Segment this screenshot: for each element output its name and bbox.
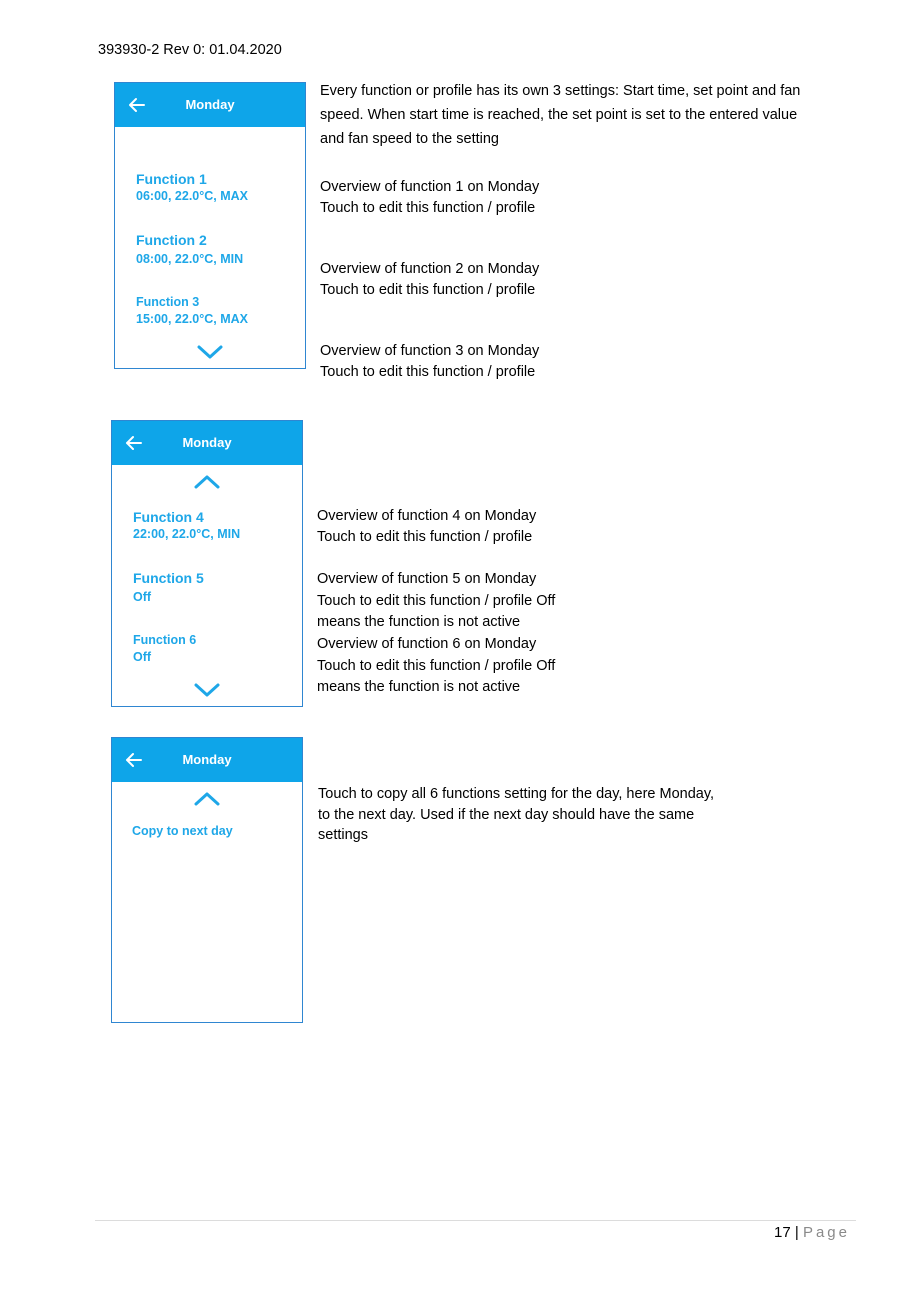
function-5-item[interactable] [133, 570, 204, 605]
text-line: Overview of function 2 on Monday [320, 261, 540, 277]
intro-description [320, 79, 800, 151]
phone-screen-1 [114, 82, 306, 369]
function-3-item[interactable] [136, 294, 248, 327]
chevron-up-icon[interactable] [193, 474, 221, 490]
page-label: Page [802, 1224, 850, 1241]
text-line: Touch to edit this function / profile [320, 199, 536, 216]
function-6-item[interactable] [133, 632, 196, 665]
text-line: Touch to edit this function / profile Off [317, 657, 556, 674]
function-name: Function 4 [133, 509, 204, 525]
page-number: 17 [774, 1224, 791, 1241]
function-4-description [317, 506, 536, 547]
function-4-item[interactable] [133, 509, 240, 542]
text-line: Touch to edit this function / profile [320, 363, 536, 380]
chevron-down-icon[interactable] [193, 682, 221, 698]
text-line: Overview of function 6 on Monday [317, 636, 537, 652]
screen-title: Monday [182, 752, 232, 767]
function-2-description [320, 259, 539, 300]
function-5-description [317, 569, 555, 634]
function-summary: 08:00, 22.0°C, MIN [136, 252, 244, 266]
function-name: Function 3 [136, 295, 200, 309]
function-1-description [320, 177, 539, 218]
copy-to-next-day-button[interactable]: Copy to next day [132, 824, 233, 838]
text-line: Overview of function 4 on Monday [317, 508, 537, 524]
function-2-item[interactable] [136, 232, 243, 267]
text-line: settings [318, 827, 368, 843]
text-line: and fan speed to the setting [320, 131, 499, 147]
text-line: speed. When start time is reached, the set point is set to the entered value [320, 107, 798, 123]
text-line: Overview of function 3 on Monday [320, 343, 540, 359]
function-summary: Off [133, 650, 152, 664]
function-name: Function 6 [133, 633, 197, 647]
function-3-description [320, 341, 539, 382]
page-footer [774, 1224, 850, 1241]
text-line: Touch to copy all 6 functions setting for the day, here Monday, [318, 786, 715, 802]
chevron-up-icon[interactable] [193, 791, 221, 807]
text-line: means the function is not active [317, 614, 521, 630]
function-6-description [317, 634, 555, 699]
phone-screen-3 [111, 737, 303, 1023]
screen-header [115, 83, 305, 127]
text-line: to the next day. Used if the next day should have the same [318, 806, 695, 823]
footer-divider [95, 1220, 856, 1221]
phone-screen-2 [111, 420, 303, 707]
text-line: Overview of function 1 on Monday [320, 179, 540, 195]
function-name: Function 1 [136, 171, 207, 187]
screen-header [112, 738, 302, 782]
function-summary: 15:00, 22.0°C, MAX [136, 312, 248, 326]
function-summary: 06:00, 22.0°C, MAX [136, 189, 248, 203]
screen-title: Monday [185, 97, 235, 112]
function-1-item[interactable] [136, 171, 248, 204]
document-id: 393930-2 Rev 0: 01.04.2020 [98, 42, 282, 58]
text-line: Touch to edit this function / profile Off [317, 592, 556, 609]
function-summary: 22:00, 22.0°C, MIN [133, 527, 241, 541]
function-summary: Off [133, 590, 152, 604]
footer-separator: | [794, 1224, 799, 1241]
screen-header [112, 421, 302, 465]
text-line: means the function is not active [317, 679, 521, 695]
chevron-down-icon[interactable] [196, 344, 224, 360]
text-line: Touch to edit this function / profile [320, 281, 536, 298]
screen-title: Monday [182, 435, 232, 450]
copy-description [318, 784, 714, 846]
text-line: Overview of function 5 on Monday [317, 571, 537, 587]
function-name: Function 2 [136, 232, 207, 248]
text-line: Every function or profile has its own 3 settings: Start time, set point and fan [320, 83, 801, 99]
function-name: Function 5 [133, 570, 204, 586]
text-line: Touch to edit this function / profile [317, 528, 533, 545]
